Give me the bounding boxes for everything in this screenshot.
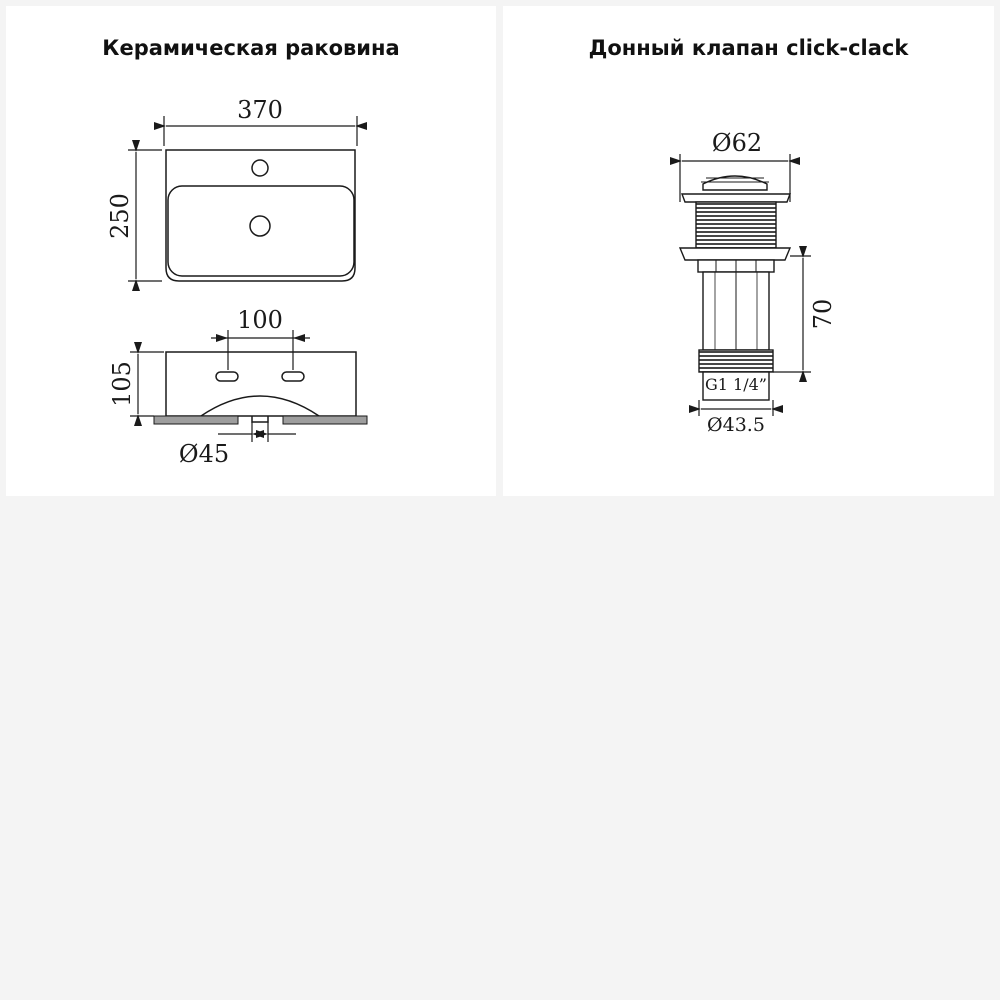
shelf-left	[154, 416, 238, 424]
width-label: 370	[237, 96, 283, 124]
length-label: 70	[809, 298, 837, 330]
overflow-slot-left	[216, 372, 238, 381]
length-dimension	[773, 256, 811, 372]
thread-diameter-label: Ø43.5	[707, 414, 765, 436]
drain-label: Ø45	[178, 440, 230, 468]
tap-spacing-dimension	[211, 330, 310, 370]
tap-hole	[252, 160, 268, 176]
sink-top-view	[166, 150, 355, 281]
thread-label: G1 1/4”	[705, 375, 767, 394]
height-label: 105	[108, 361, 136, 407]
sink-front-view	[166, 352, 356, 422]
cap-diameter-label: Ø62	[711, 129, 763, 157]
valve-panel-title: Донный клапан click-clack	[588, 36, 909, 60]
sink-drawing	[6, 6, 496, 496]
valve-drawing	[503, 6, 994, 496]
sink-panel	[6, 6, 496, 496]
sink-panel-title: Керамическая раковина	[102, 36, 400, 60]
valve-body	[680, 176, 790, 400]
upper-thread	[696, 202, 776, 248]
depth-label: 250	[106, 193, 134, 239]
shelf-right	[283, 416, 367, 424]
drain-dimension	[218, 422, 296, 442]
cap-flange	[682, 194, 790, 202]
tap-spacing-label: 100	[237, 306, 283, 334]
lower-thread	[699, 350, 773, 372]
valve-panel	[503, 6, 994, 496]
lower-flange	[680, 248, 790, 260]
overflow-slot-right	[282, 372, 304, 381]
drain-hole	[250, 216, 270, 236]
